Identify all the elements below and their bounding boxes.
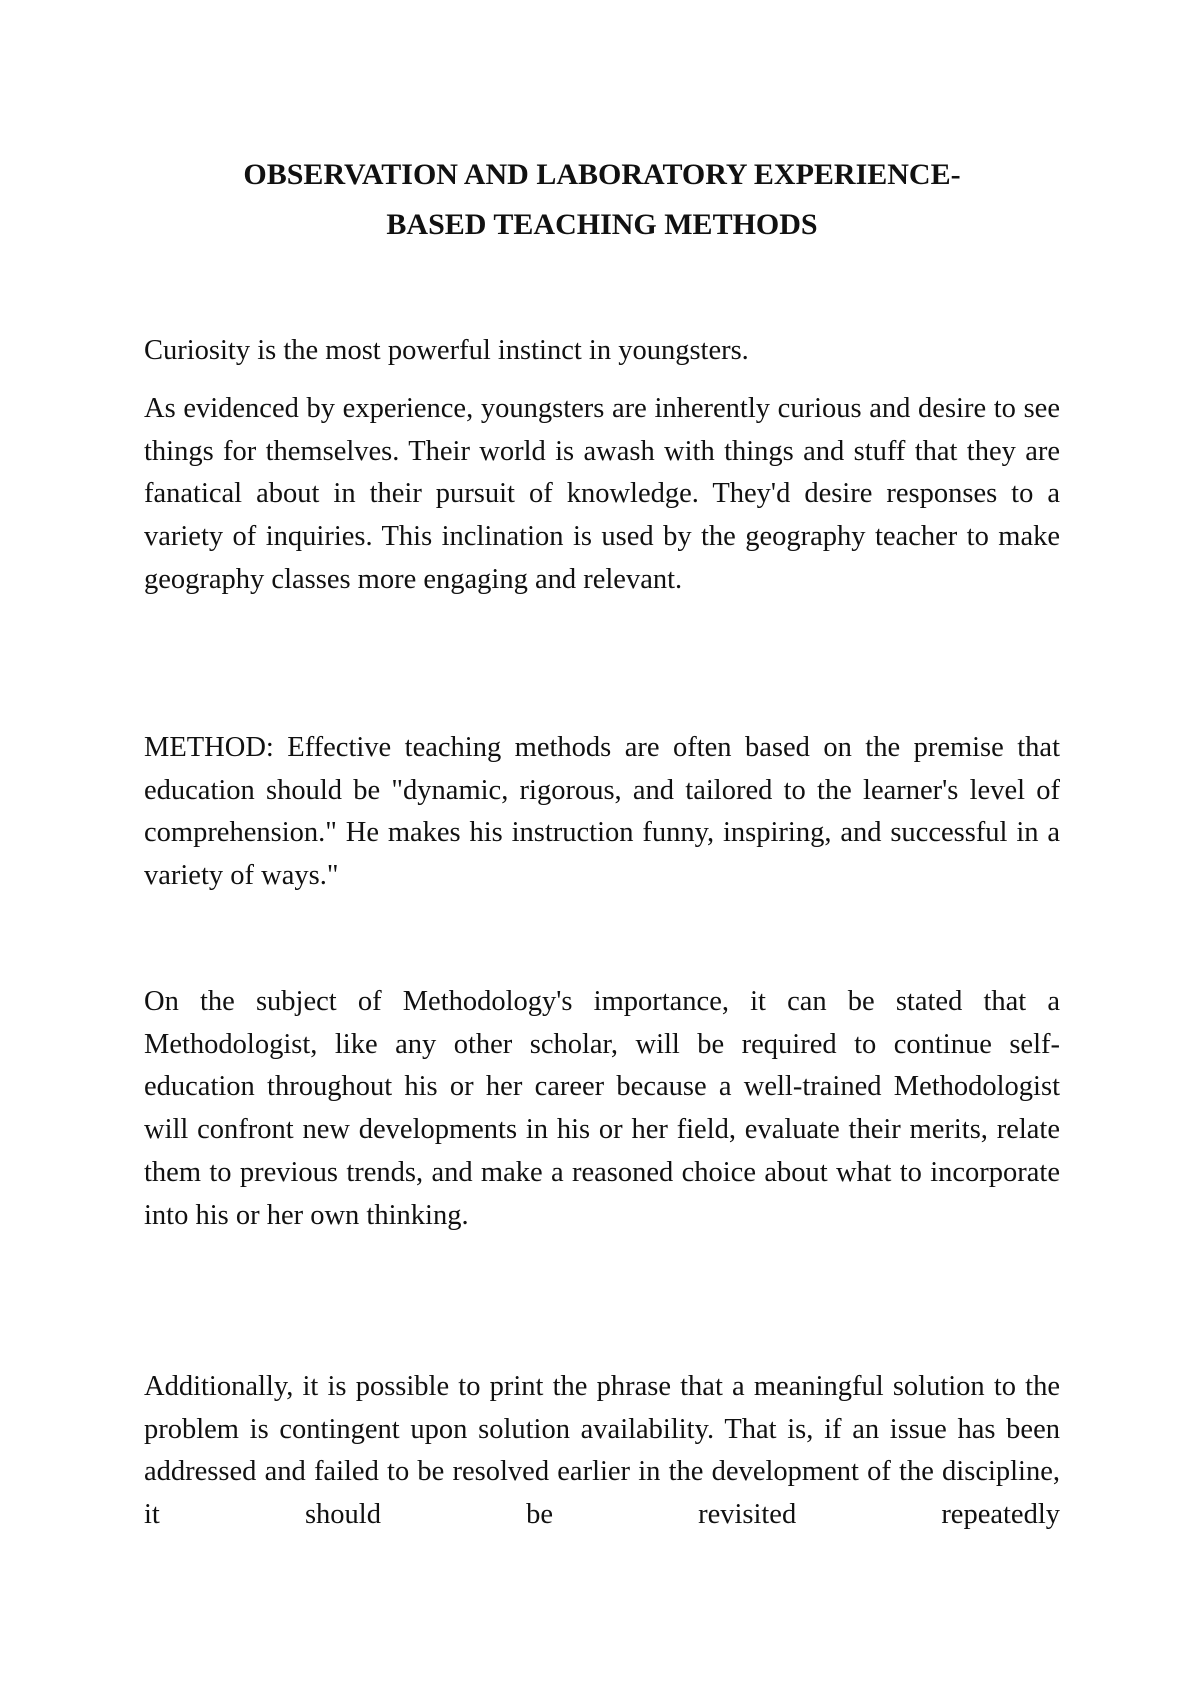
paragraph-methodology: On the subject of Methodology's importance, it can be stated that a Methodologist, like any other scholar, will be required to continue self-education throughout his or her career because a well-trained Methodologist will confront new developments in his or her field, evaluate their merits, relate them to previous trends, and make a reasoned choice about what to incorporate into his or her own thinking. [144, 986, 1060, 1231]
paragraph-additionally: Additionally, it is possible to print the phrase that a meaningful solution to the problem is contingent upon solution availability. That is, if an issue has been addressed and failed to be resolved earlier in the development of the discipline, it should be revisited repeatedly [144, 1371, 1060, 1531]
title-line-2: BASED TEACHING METHODS [386, 208, 818, 241]
paragraph-intro: Curiosity is the most powerful instinct in youngsters. [144, 335, 749, 366]
title-line-1: OBSERVATION AND LABORATORY EXPERIENCE- [243, 158, 961, 191]
document-title [144, 150, 1060, 250]
paragraph-curiosity: As evidenced by experience, youngsters are inherently curious and desire to see things for themselves. Their world is awash with things and stuff that they are fanatical about in their pursuit of knowledge. They'd desire responses to a variety of inquiries. This inclination is used by the geography teacher to make geography classes more engaging and relevant. [144, 393, 1060, 595]
paragraph-method: METHOD: Effective teaching methods are often based on the premise that education should be "dynamic, rigorous, and tailored to the learner's level of comprehension." He makes his instruction funny, inspiring, and successful in a variety of ways." [144, 732, 1060, 892]
